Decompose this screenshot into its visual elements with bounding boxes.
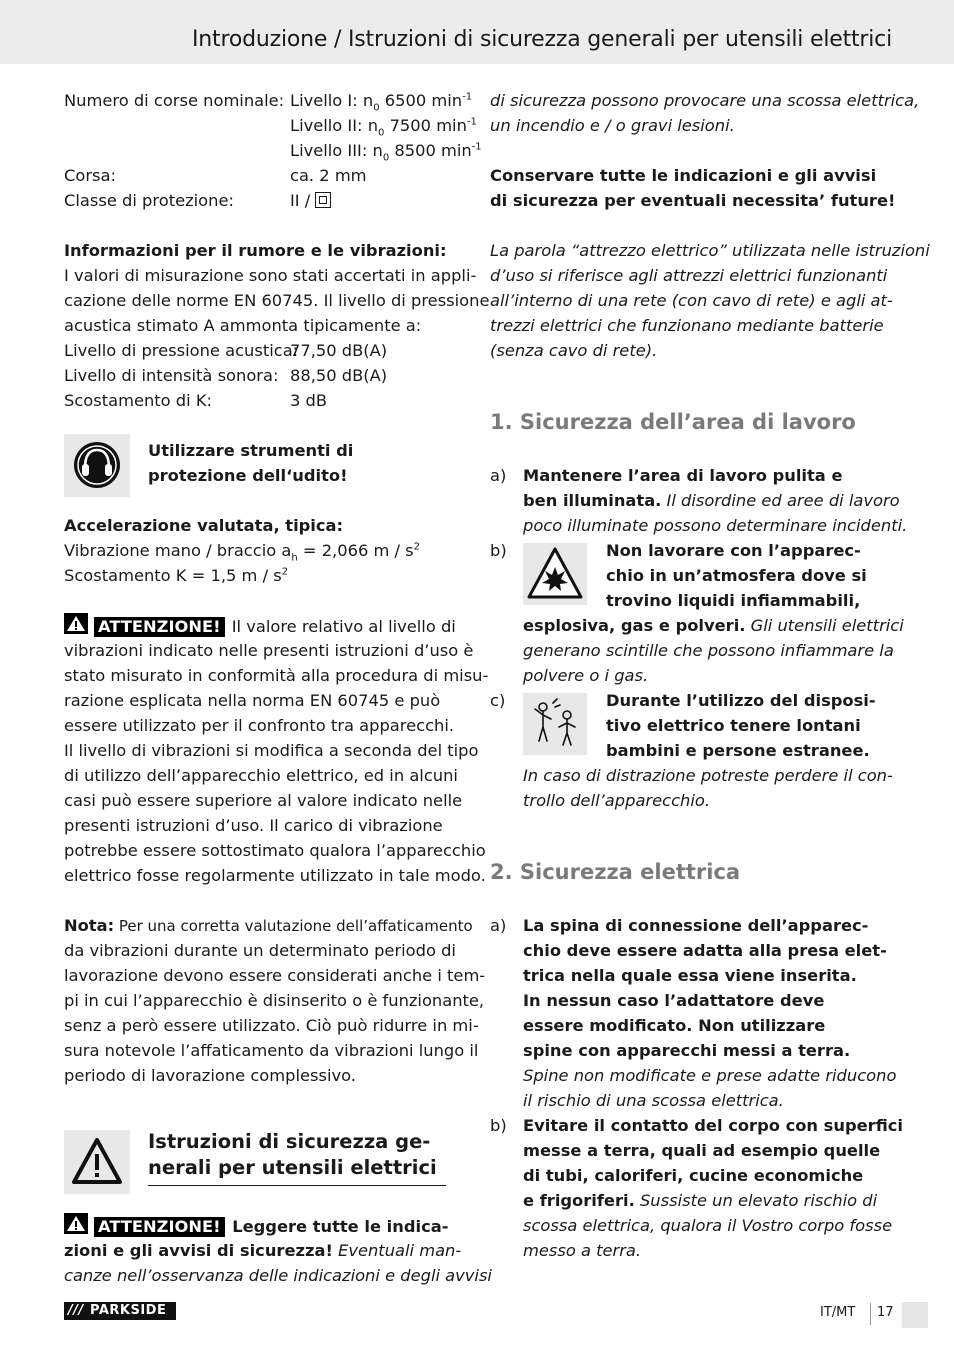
definition-line: La parola “attrezzo elettrico” utilizzata nelle istruzioni — [490, 241, 930, 260]
strokes-label: Numero di corse nominale: — [64, 91, 285, 110]
note-line: lavorazione devono essere considerati anche i tem- — [64, 966, 486, 985]
item-text: messo a terra. — [523, 1241, 642, 1260]
level3-row: Livello III: $n_0$ 8500 $\min^{-1}$ — [290, 141, 482, 164]
warning-line: essere utilizzato per il confronto tra apparecchi. — [64, 716, 455, 735]
warning-line: vibrazioni indicato nelle presenti istruzioni d’uso è — [64, 641, 474, 660]
warning-line: Il livello di vibrazioni si modifica a seconda del tipo — [64, 741, 479, 760]
warning-row-1: ATTENZIONE! Il valore relativo al livello di — [64, 613, 456, 638]
parkside-logo: /// PARKSIDE — [64, 1302, 176, 1320]
keep-children-away-icon — [523, 693, 587, 755]
item-text: ben illuminata. Il disordine ed aree di lavoro — [523, 491, 900, 510]
class-ii-icon — [315, 192, 331, 208]
level2-row: Livello II: $n_0$ 7500 $\min^{-1}$ — [290, 116, 477, 139]
keep-instructions-2: di sicurezza per eventuali necessita’ future! — [490, 191, 896, 210]
warning2-row-5: un incendio e / o gravi lesioni. — [490, 116, 735, 135]
accel-hand-arm: Vibrazione mano / braccio $a_h = 2,066$ m / $s^2$ — [64, 541, 421, 564]
item-text: e frigoriferi. Sussiste un elevato rischio di — [523, 1191, 878, 1210]
item-text: La spina di connessione dell’apparec- — [523, 916, 869, 935]
page-header — [0, 0, 954, 64]
warning2-row-3: canze nell’osservanza delle indicazioni e degli avvisi — [64, 1266, 492, 1285]
item-text: Non lavorare con l’apparec- — [606, 541, 861, 560]
footer-divider — [870, 1303, 871, 1325]
definition-line: d’uso si riferisce agli attrezzi elettrici funzionanti — [490, 266, 888, 285]
item-text: generano scintille che possono infiammare la — [523, 641, 894, 660]
item-marker: c) — [490, 691, 506, 710]
definition-line: (senza cavo di rete). — [490, 341, 658, 360]
pressure-label: Livello di pressione acustica: — [64, 341, 299, 360]
warning-line: presenti istruzioni d’uso. Il carico di vibrazione — [64, 816, 443, 835]
accel-heading: Accelerazione valutata, tipica: — [64, 516, 344, 535]
hearing-text-2: protezione dell‘udito! — [148, 466, 348, 485]
item-text: chio deve essere adatta alla presa elet- — [523, 941, 887, 960]
warning-line: stato misurato in conformità alla procedura di misu- — [64, 666, 489, 685]
item-text: di tubi, caloriferi, cucine economiche — [523, 1166, 864, 1185]
item-text: trica nella quale essa viene inserita. — [523, 966, 857, 985]
warning-triangle-icon — [64, 613, 88, 634]
warning-line: casi può essere superiore al valore indicato nelle — [64, 791, 463, 810]
item-marker: b) — [490, 541, 507, 560]
definition-line: all’interno di una rete (con cavo di rete) e agli at- — [490, 291, 893, 310]
item-text: essere modificato. Non utilizzare — [523, 1016, 826, 1035]
accel-k: Scostamento K = 1,5 m / $s^2$ — [64, 566, 289, 585]
footer-language: IT/MT — [820, 1305, 856, 1320]
note-line: senz a però essere utilizzato. Ciò può ridurre in mi- — [64, 1016, 479, 1035]
noise-heading: Informazioni per il rumore e le vibrazioni: — [64, 241, 447, 260]
page-number: 17 — [877, 1305, 894, 1320]
item-text: In caso di distrazione potreste perdere il con- — [523, 766, 893, 785]
item-text: spine con apparecchi messi a terra. — [523, 1041, 851, 1060]
item-text: il rischio di una scossa elettrica. — [523, 1091, 784, 1110]
warning2-row-2: zioni e gli avvisi di sicurezza! Eventuali man- — [64, 1241, 462, 1260]
explosion-hazard-icon — [523, 543, 587, 605]
noise-text-3: acustica stimato A ammonta tipicamente a: — [64, 316, 422, 335]
item-text: Mantenere l’area di lavoro pulita e — [523, 466, 843, 485]
item-text: trollo dell’apparecchio. — [523, 791, 711, 810]
k-value: 3 dB — [290, 391, 328, 410]
level1-row: Livello I: $n_0$ 6500 $\min^{-1}$ — [290, 91, 473, 114]
section1-heading: 1. Sicurezza dell’area di lavoro — [490, 410, 856, 434]
note-line: pi in cui l’apparecchio è disinserito o è funzionante, — [64, 991, 485, 1010]
item-text: polvere o i gas. — [523, 666, 649, 685]
pressure-value: 77,50 dB(A) — [290, 341, 388, 360]
item-text: tivo elettrico tenere lontani — [606, 716, 861, 735]
attenzione-badge: ATTENZIONE! — [94, 1217, 225, 1237]
power-value: 88,50 dB(A) — [290, 366, 388, 385]
item-text: scossa elettrica, qualora il Vostro corpo fosse — [523, 1216, 893, 1235]
item-text: In nessun caso l’adattatore deve — [523, 991, 825, 1010]
warning-triangle-icon — [64, 1213, 88, 1234]
warning2-row-1: ATTENZIONE! Leggere tutte le indica- — [64, 1213, 448, 1238]
noise-text-1: I valori di misurazione sono stati accertati in appli- — [64, 266, 477, 285]
warning-line: elettrico fosse regolarmente utilizzato in tale modo. — [64, 866, 486, 885]
ear-protection-icon — [64, 434, 130, 497]
item-text: Evitare il contatto del corpo con superfici — [523, 1116, 903, 1135]
attenzione-badge: ATTENZIONE! — [94, 617, 225, 637]
stroke-label: Corsa: — [64, 166, 116, 185]
item-text: poco illuminate possono determinare incidenti. — [523, 516, 908, 535]
warning2-row-4: di sicurezza possono provocare una scossa elettrica, — [490, 91, 920, 110]
general-warning-icon — [64, 1130, 130, 1194]
warning-line: razione esplicata nella norma EN 60745 e può — [64, 691, 441, 710]
item-marker: a) — [490, 466, 507, 485]
footer-tab — [902, 1302, 928, 1328]
note-line: sura notevole l’affaticamento da vibrazioni lungo il — [64, 1041, 479, 1060]
item-text: messe a terra, quali ad esempio quelle — [523, 1141, 881, 1160]
item-text: trovino liquidi infiammabili, — [606, 591, 861, 610]
safety-heading-2: nerali per utensili elettrici — [148, 1156, 437, 1179]
section2-heading: 2. Sicurezza elettrica — [490, 860, 741, 884]
item-text: esplosiva, gas e polveri. Gli utensili elettrici — [523, 616, 904, 635]
class-label: Classe di protezione: — [64, 191, 234, 210]
item-marker: b) — [490, 1116, 507, 1135]
item-text: bambini e persone estranee. — [606, 741, 870, 760]
hearing-text-1: Utilizzare strumenti di — [148, 441, 354, 460]
page-title: Introduzione / Istruzioni di sicurezza generali per utensili elettrici — [192, 27, 892, 52]
item-text: chio in un’atmosfera dove si — [606, 566, 867, 585]
warning-line: di utilizzo dell’apparecchio elettrico, ed in alcuni — [64, 766, 458, 785]
warning-line: potrebbe essere sottostimato qualora l’apparecchio — [64, 841, 486, 860]
keep-instructions-1: Conservare tutte le indicazioni e gli avvisi — [490, 166, 877, 185]
noise-text-2: cazione delle norme EN 60745. Il livello di pressione — [64, 291, 490, 310]
item-text: Spine non modificate e prese adatte riducono — [523, 1066, 897, 1085]
item-marker: a) — [490, 916, 507, 935]
note-line: da vibrazioni durante un determinato periodo di — [64, 941, 456, 960]
class-value: II / — [290, 188, 331, 213]
stroke-value: ca. 2 mm — [290, 166, 367, 185]
safety-heading-underline — [148, 1185, 446, 1186]
note-line: periodo di lavorazione complessivo. — [64, 1066, 356, 1085]
item-text: Durante l’utilizzo del disposi- — [606, 691, 876, 710]
k-label: Scostamento di K: — [64, 391, 213, 410]
safety-heading-1: Istruzioni di sicurezza ge- — [148, 1130, 431, 1153]
note-row-1: Nota: Per una corretta valutazione dell’affaticamento — [64, 916, 473, 935]
definition-line: trezzi elettrici che funzionano mediante batterie — [490, 316, 884, 335]
power-label: Livello di intensità sonora: — [64, 366, 279, 385]
